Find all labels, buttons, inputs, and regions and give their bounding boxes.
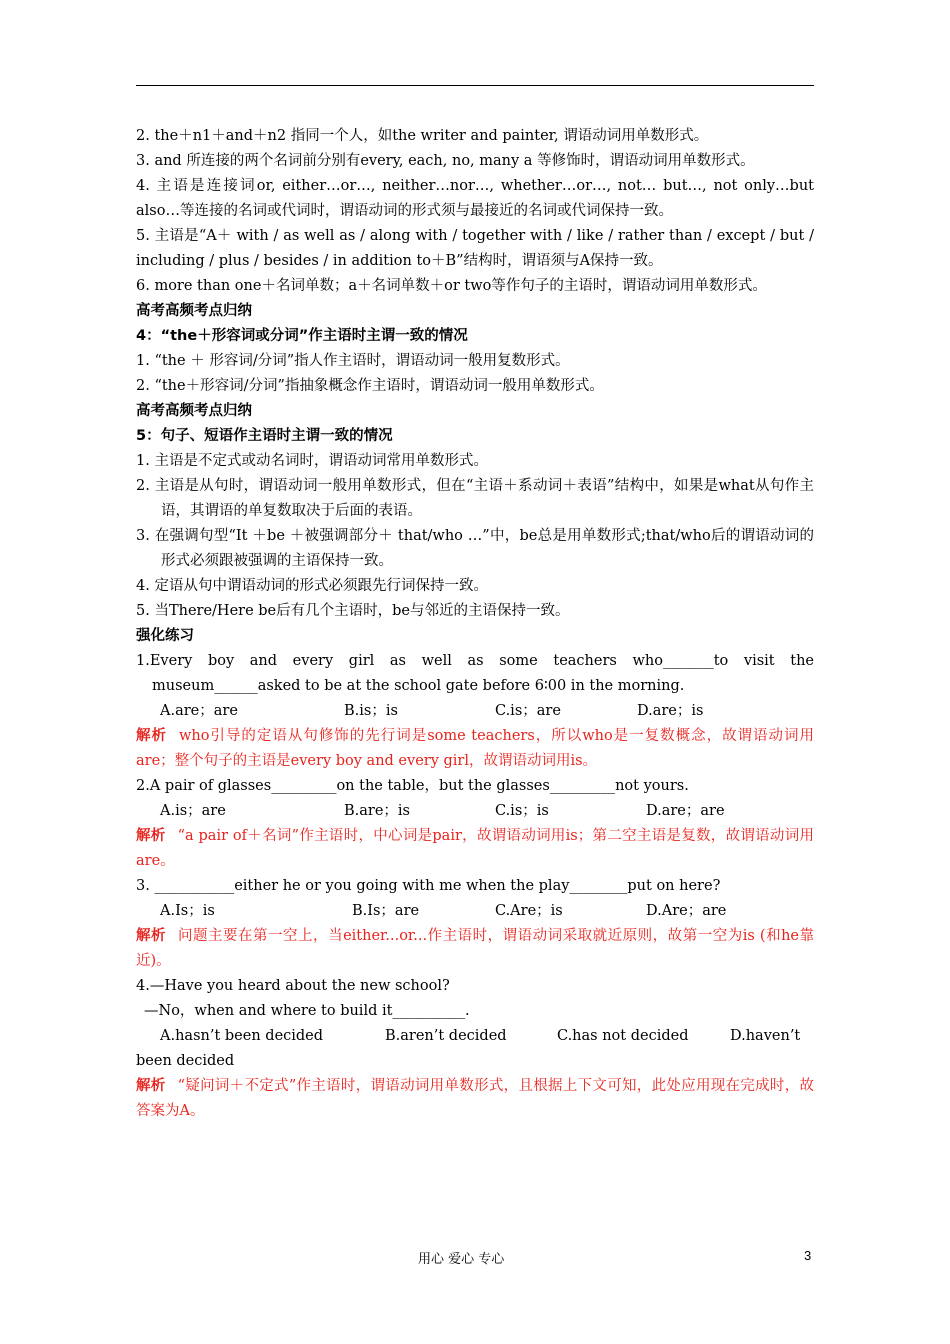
section-4-item-1: 1. “the ＋ 形容词/分词”指人作主语时，谓语动词一般用复数形式。	[136, 353, 570, 369]
question-3-options	[136, 899, 814, 924]
header-rule	[136, 85, 814, 86]
question-1-stem: 1.Every boy and every girl as well as some teachers who_______to visit the museum______asked to be at the school gate before 6∶00 in the morning.	[136, 653, 814, 694]
question-2-analysis	[136, 824, 814, 874]
analysis-text: “a pair of＋名词”作主语时，中心词是pair，故谓语动词用is；第二空主语是复数，故谓语动词用are。	[136, 828, 815, 869]
option-a: A.hasn’t been decided	[160, 1028, 324, 1044]
option-d: D.haven’t	[730, 1028, 801, 1044]
rule-6: 6. more than one＋名词单数；a＋名词单数＋or two等作句子的主语时，谓语动词用单数形式。	[136, 278, 767, 294]
rule-5: 5. 主语是“A＋ with / as well as / along with / together with / like / rather than / except / but / including / plus / besides / in addition to＋B”结构时，谓语须与A保持一致。	[136, 228, 814, 269]
practice-title: 强化练习	[136, 628, 194, 644]
footer-motto: 用心 爱心 专心	[418, 1252, 505, 1267]
question-2-options	[136, 799, 814, 824]
option-d: D.Are；are	[646, 903, 727, 919]
page-number: 3	[804, 1248, 812, 1263]
section-4-heading: 高考高频考点归纳	[136, 303, 252, 319]
analysis-label: 解析	[136, 828, 166, 844]
analysis-text: who引导的定语从句修饰的先行词是some teachers，所以who是一复数概念，故谓语动词用are；整个句子的主语是every boy and every girl，故谓语动词用is。	[136, 728, 814, 769]
option-c: C.has not decided	[557, 1028, 689, 1044]
question-4-option-d-continued: been decided	[136, 1053, 235, 1069]
option-c: C.Are；is	[495, 903, 563, 919]
question-1-options	[136, 699, 814, 724]
section-4-title: 4：“the＋形容词或分词”作主语时主谓一致的情况	[136, 328, 468, 344]
section-5-title: 5：句子、短语作主语时主谓一致的情况	[136, 428, 393, 444]
analysis-text: 问题主要在第一空上，当either...or...作主语时，谓语动词采取就近原则，故第一空为is (和he靠近)。	[136, 928, 814, 969]
option-a: A.are；are	[160, 703, 238, 719]
section-5-item-2: 2. 主语是从句时，谓语动词一般用单数形式，但在“主语＋系动词＋表语”结构中，如果是what从句作主语，其谓语的单复数取决于后面的表语。	[136, 478, 814, 519]
analysis-label: 解析	[136, 1078, 166, 1094]
section-4-item-2: 2. “the＋形容词/分词”指抽象概念作主语时，谓语动词一般用单数形式。	[136, 378, 604, 394]
option-b: B.is；is	[344, 703, 398, 719]
section-5-item-3: 3. 在强调句型“It ＋be ＋被强调部分＋ that/who …”中，be总是用单数形式;that/who后的谓语动词的形式必须跟被强调的主语保持一致。	[136, 528, 814, 569]
question-2-stem: 2.A pair of glasses_________on the table，but the glasses_________not yours.	[136, 778, 689, 794]
rule-2: 2. the＋n1＋and＋n2 指同一个人，如the writer and painter, 谓语动词用单数形式。	[136, 128, 709, 144]
section-5-item-4: 4. 定语从句中谓语动词的形式必须跟先行词保持一致。	[136, 578, 488, 594]
section-5-item-1: 1. 主语是不定式或动名词时，谓语动词常用单数形式。	[136, 453, 488, 469]
rule-4: 4. 主语是连接词or, either…or…, neither…nor…, whether…or…, not… but…, not only…but also…等连接的名词或代词时，谓语动词的形式须与最接近的名词或代词保持一致。	[136, 178, 814, 219]
option-b: B.are；is	[344, 803, 411, 819]
question-3-analysis	[136, 924, 814, 974]
option-a: A.is；are	[160, 803, 226, 819]
analysis-text: “疑问词＋不定式”作主语时，谓语动词用单数形式，且根据上下文可知，此处应用现在完成时，故答案为A。	[136, 1078, 815, 1119]
question-4-stem-line-1: 4.—Have you heard about the new school?	[136, 978, 450, 994]
page-body	[136, 124, 814, 1124]
question-4-analysis	[136, 1074, 814, 1124]
question-1-analysis	[136, 724, 814, 774]
question-4-stem-line-2: —No，when and where to build it__________.	[144, 1003, 470, 1019]
rule-3: 3. and 所连接的两个名词前分别有every, each, no, many a 等修饰时，谓语动词用单数形式。	[136, 153, 755, 169]
section-5-item-5: 5. 当There/Here be后有几个主语时，be与邻近的主语保持一致。	[136, 603, 570, 619]
analysis-label: 解析	[136, 928, 167, 944]
analysis-label: 解析	[136, 728, 167, 744]
option-b: B.aren’t decided	[385, 1028, 507, 1044]
option-c: C.is；are	[495, 703, 561, 719]
option-a: A.Is；is	[160, 903, 215, 919]
option-d: D.are；are	[646, 803, 725, 819]
question-4-options	[136, 1024, 814, 1049]
option-d: D.are；is	[637, 703, 704, 719]
section-5-heading: 高考高频考点归纳	[136, 403, 252, 419]
question-3-stem: 3. ___________either he or you going with me when the play________put on here?	[136, 878, 721, 894]
option-b: B.Is；are	[352, 903, 420, 919]
option-c: C.is；is	[495, 803, 549, 819]
